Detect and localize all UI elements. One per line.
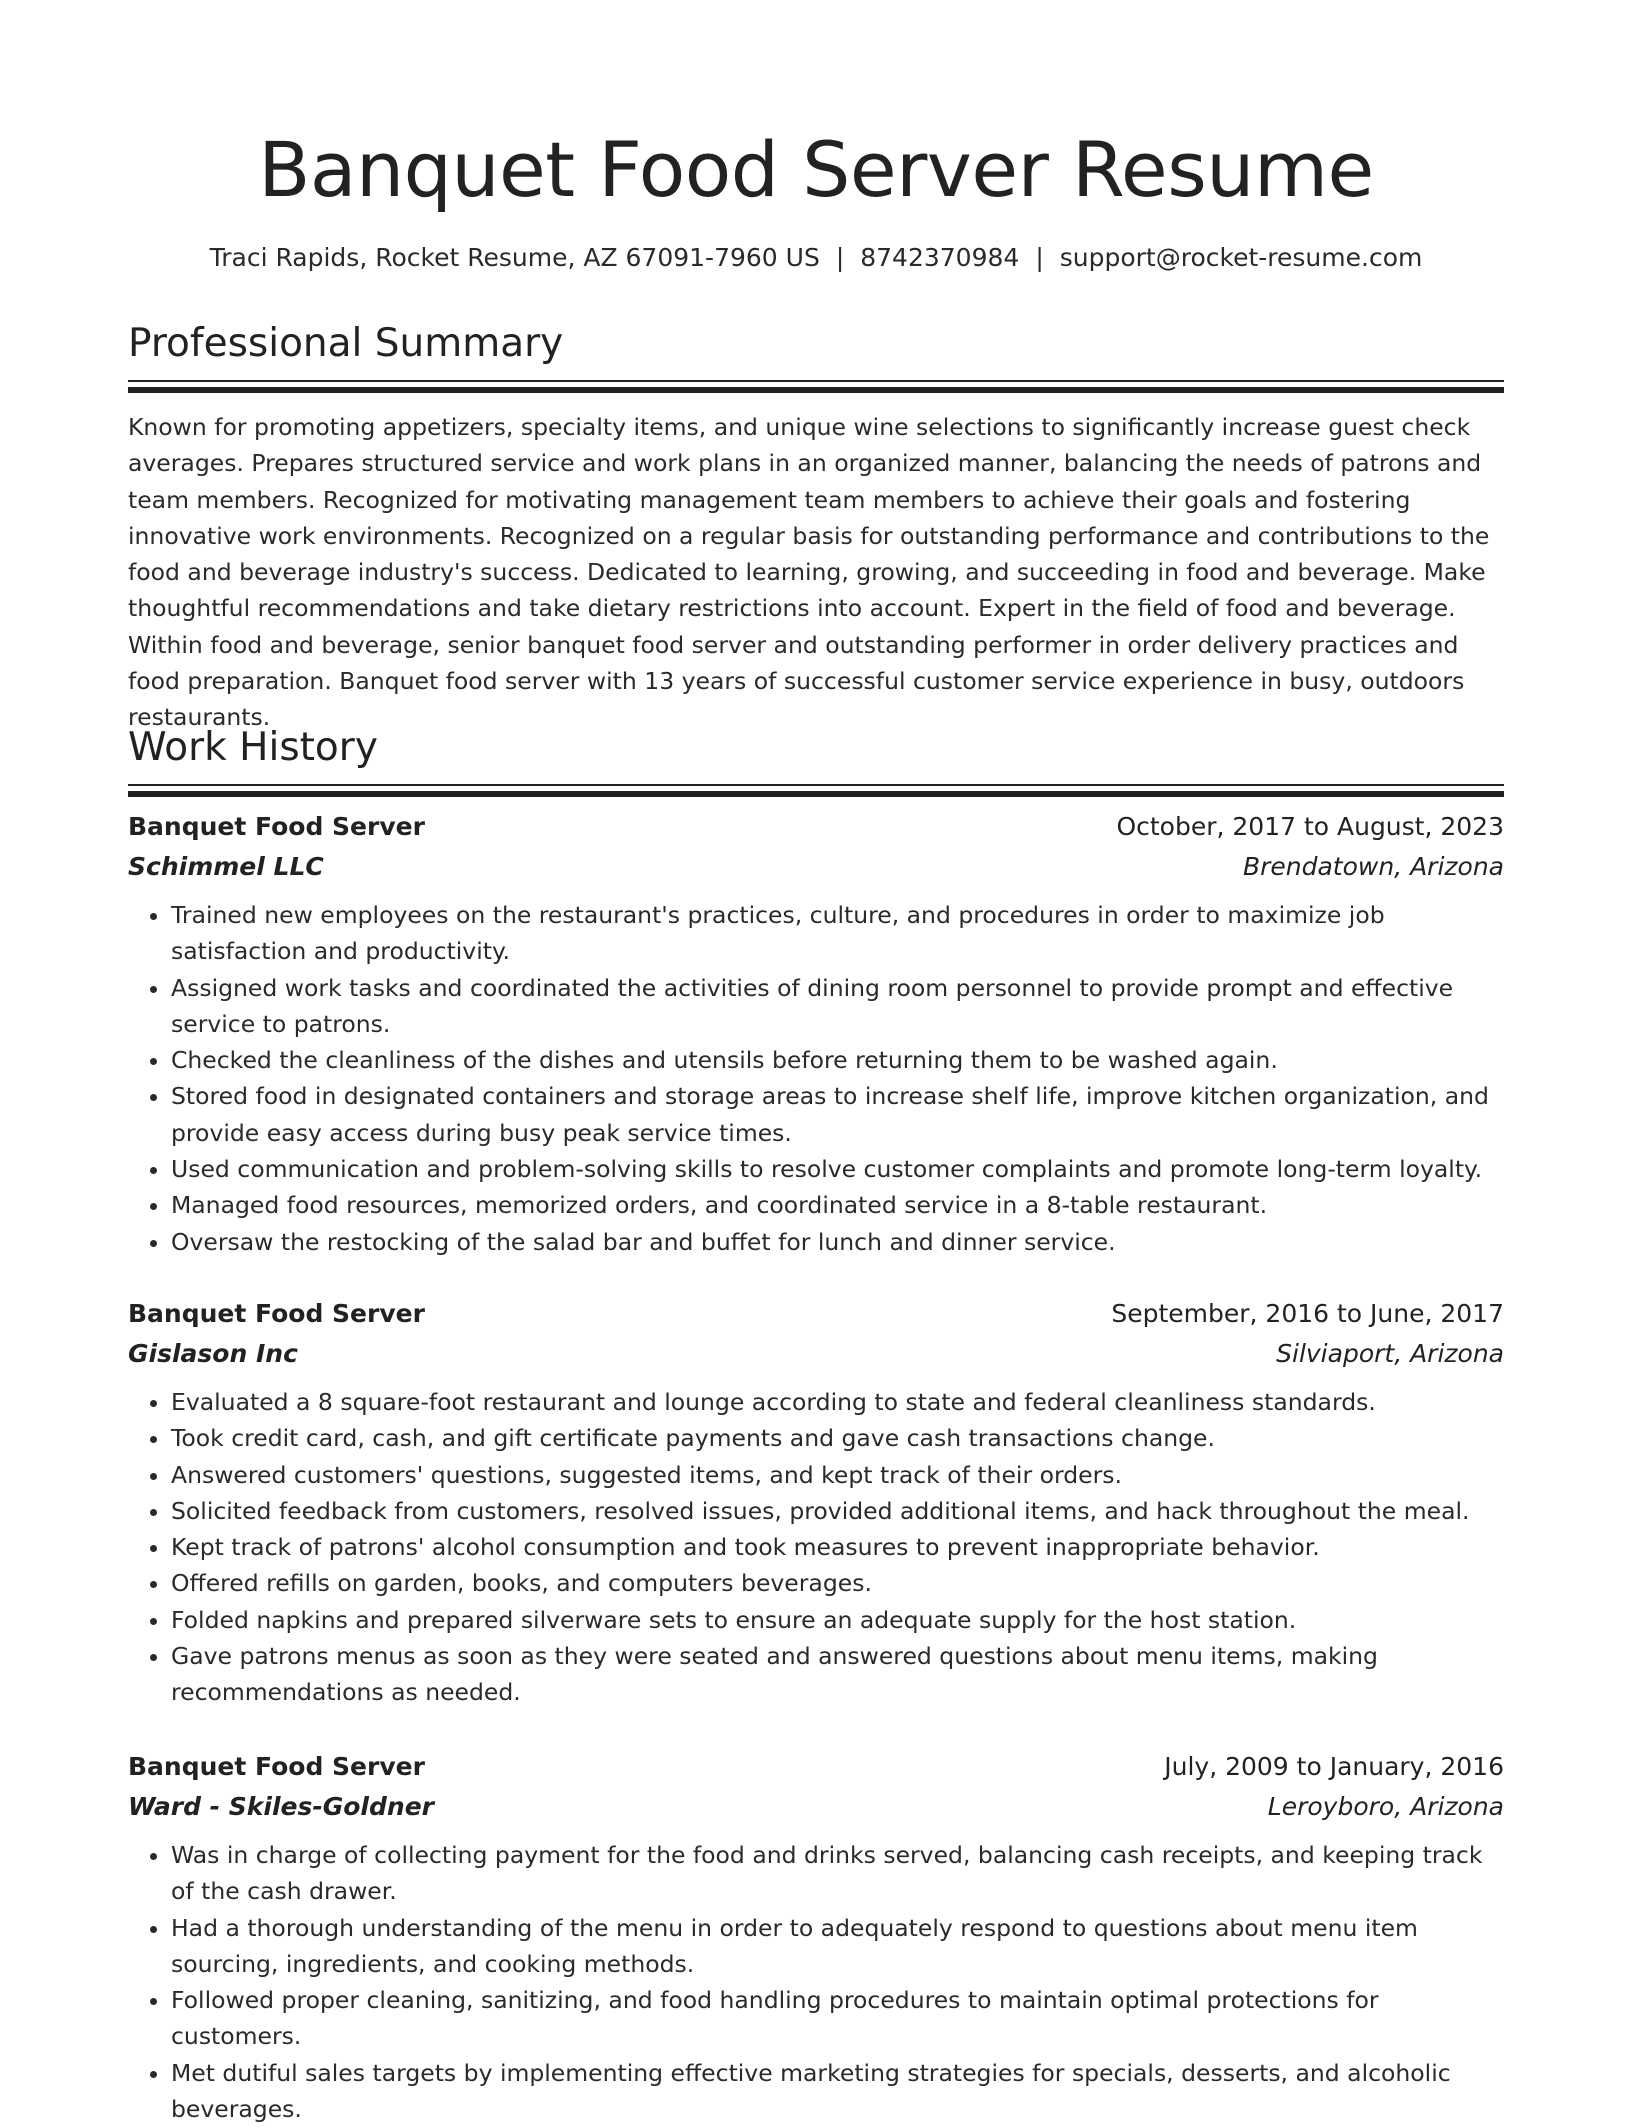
job-title: Banquet Food Server [128, 812, 425, 841]
job-bullet: • Solicited feedback from customers, resolved issues, provided additional items, and hack throughout the meal. [171, 1493, 1504, 1529]
job-title: Banquet Food Server [128, 1752, 425, 1781]
section-rule-thick [128, 387, 1504, 393]
contact-line [128, 240, 1504, 276]
job-bullet: • Kept track of patrons' alcohol consumption and took measures to prevent inappropriate behavior. [171, 1529, 1504, 1565]
job-company: Schimmel LLC [128, 852, 324, 881]
job-bullet: • Managed food resources, memorized orders, and coordinated service in a 8-table restaurant. [171, 1187, 1504, 1223]
job-company-row [128, 847, 1504, 887]
contact-phone: 8742370984 [860, 243, 1020, 272]
job-bullet: • Stored food in designated containers and storage areas to increase shelf life, improve kitchen organization, and provide easy access during busy peak service times. [171, 1078, 1504, 1151]
contact-separator: | [835, 243, 845, 272]
job-bullet: • Met dutiful sales targets by implementing effective marketing strategies for specials, desserts, and alcoholic beverages. [171, 2055, 1504, 2127]
job-dates: July, 2009 to January, 2016 [1164, 1752, 1504, 1781]
job-header-row [128, 807, 1504, 847]
job-header-row [128, 1747, 1504, 1787]
job-bullet-list [128, 897, 1504, 1260]
job-bullet: • Oversaw the restocking of the salad bar and buffet for lunch and dinner service. [171, 1224, 1504, 1260]
job-bullet: • Offered refills on garden, books, and computers beverages. [171, 1565, 1504, 1601]
job-dates: September, 2016 to June, 2017 [1111, 1299, 1504, 1328]
section-rule-thin [128, 380, 1504, 382]
job-bullet: • Checked the cleanliness of the dishes and utensils before returning them to be washed again. [171, 1042, 1504, 1078]
job-bullet: • Trained new employees on the restaurant's practices, culture, and procedures in order to maximize job satisfaction and productivity. [171, 897, 1504, 970]
resume-title: Banquet Food Server Resume [258, 125, 1374, 214]
job-bullet: • Evaluated a 8 square-foot restaurant and lounge according to state and federal cleanliness standards. [171, 1384, 1504, 1420]
job-company: Ward - Skiles-Goldner [128, 1792, 434, 1821]
job-header-row [128, 1294, 1504, 1334]
job-bullet-list [128, 1837, 1504, 2127]
section-heading-summary: Professional Summary [128, 321, 564, 366]
job-bullet: • Used communication and problem-solving skills to resolve customer complaints and promote long-term loyalty. [171, 1151, 1504, 1187]
job-company-row [128, 1787, 1504, 1827]
job-entry [128, 1294, 1504, 1711]
job-bullet: • Followed proper cleaning, sanitizing, and food handling procedures to maintain optimal protections for customers. [171, 1982, 1504, 2055]
job-company: Gislason Inc [128, 1339, 298, 1368]
contact-email: support@rocket-resume.com [1059, 243, 1423, 272]
job-entry [128, 1747, 1504, 2127]
job-bullet: • Assigned work tasks and coordinated the activities of dining room personnel to provide prompt and effective service to patrons. [171, 970, 1504, 1043]
section-rule-thin [128, 784, 1504, 786]
job-bullet: • Folded napkins and prepared silverware sets to ensure an adequate supply for the host station. [171, 1602, 1504, 1638]
job-location: Leroyboro, Arizona [1267, 1792, 1504, 1821]
professional-summary-section [128, 318, 1504, 759]
job-bullet: • Was in charge of collecting payment for the food and drinks served, balancing cash receipts, and keeping track of the cash drawer. [171, 1837, 1504, 1910]
summary-paragraph: Known for promoting appetizers, specialty items, and unique wine selections to significantly increase guest check averages. Prepares structured service and work plans in an organized manner, balancing the needs of patrons and team members. Recognized for motivating management team members to achieve their goals and fostering innovative work environments. Recognized on a regular basis for outstanding performance and contributions to the food and beverage industry's success. Dedicated to learning, growing, and succeeding in food and beverage. Make thoughtful recommendations and take dietary restrictions into account. Expert in the field of food and beverage. Within food and beverage, senior banquet food server and outstanding performer in order delivery practices and food preparation. Banquet food server with 13 years of successful customer service experience in busy, outdoors restaurants. [128, 413, 1490, 732]
job-bullet: • Gave patrons menus as soon as they were seated and answered questions about menu items, making recommendations as needed. [171, 1638, 1504, 1711]
work-history-section [128, 722, 1504, 2124]
resume-page [128, 0, 1504, 2124]
job-location: Brendatown, Arizona [1242, 852, 1504, 881]
job-bullet: • Had a thorough understanding of the menu in order to adequately respond to questions about menu item sourcing, ingredients, and cooking methods. [171, 1910, 1504, 1983]
contact-address: Traci Rapids, Rocket Resume, AZ 67091-7960 US [209, 243, 820, 272]
job-title: Banquet Food Server [128, 1299, 425, 1328]
job-bullet: • Took credit card, cash, and gift certificate payments and gave cash transactions change. [171, 1420, 1504, 1456]
section-heading-work-history: Work History [128, 725, 378, 770]
job-company-row [128, 1334, 1504, 1374]
job-entry [128, 807, 1504, 1260]
contact-separator: | [1035, 243, 1044, 272]
job-bullet-list [128, 1384, 1504, 1711]
section-rule-thick [128, 791, 1504, 797]
job-dates: October, 2017 to August, 2023 [1116, 812, 1504, 841]
job-location: Silviaport, Arizona [1276, 1339, 1504, 1368]
job-bullet: • Answered customers' questions, suggested items, and kept track of their orders. [171, 1457, 1504, 1493]
